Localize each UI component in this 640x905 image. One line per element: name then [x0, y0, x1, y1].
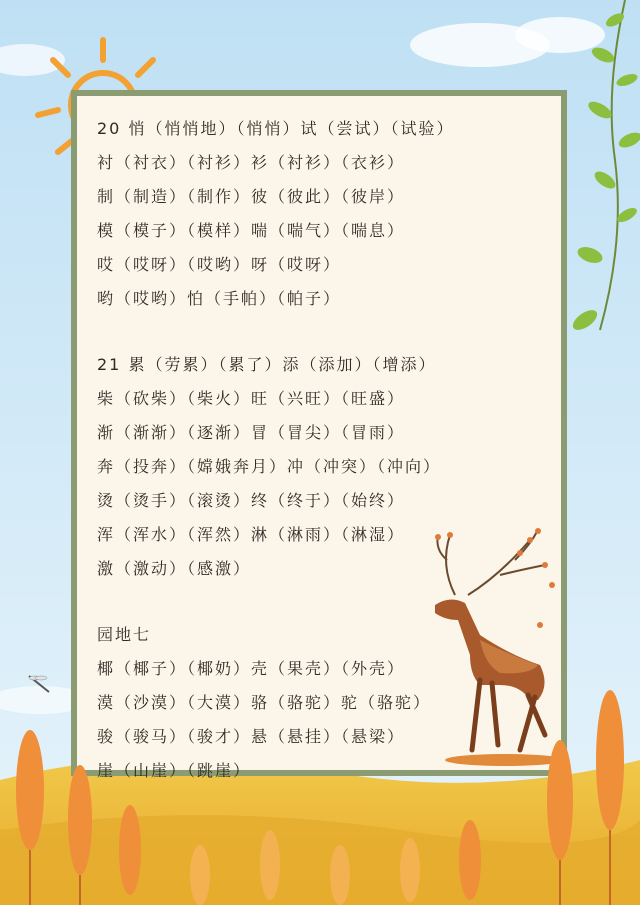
line-15: 漠（沙漠）（大漠）骆（骆驼）驼（骆驼） — [97, 693, 432, 712]
wheat-illustration — [0, 690, 640, 905]
line-7: 21 累（劳累）（累了）添（添加）（增添） — [97, 355, 437, 374]
line-6: 哟（哎哟）怕（手帕）（帕子） — [97, 289, 342, 308]
line-5: 哎（哎呀）（哎哟）呀（哎呀） — [97, 255, 342, 274]
line-12: 浑（浑水）（浑然）淋（淋雨）（淋湿） — [97, 525, 406, 544]
line-8: 柴（砍柴）（柴火）旺（兴旺）（旺盛） — [97, 389, 406, 408]
line-11: 烫（烫手）（滚烫）终（终于）（始终） — [97, 491, 406, 510]
line-13: 激（激动）（感激） — [97, 559, 252, 578]
dragonfly-icon — [25, 672, 55, 696]
line-9: 渐（渐渐）（逐渐）冒（冒尖）（冒雨） — [97, 423, 406, 442]
line-4: 模（模子）（模样）喘（喘气）（喘息） — [97, 221, 406, 240]
line-14: 椰（椰子）（椰奶）壳（果壳）（外壳） — [97, 659, 406, 678]
line-1: 20 悄（悄悄地）（悄悄）试（尝试）（试验） — [97, 119, 455, 138]
line-2: 衬（衬衣）（衬衫）衫（衬衫）（衣衫） — [97, 153, 406, 172]
line-10: 奔（投奔）（嫦娥奔月）冲（冲突）（冲向） — [97, 457, 442, 476]
spacer — [97, 319, 537, 351]
line-17: 崖（山崖）（跳崖） — [97, 761, 252, 780]
line-3: 制（制造）（制作）彼（彼此）（彼岸） — [97, 187, 406, 206]
section-title: 园地七 — [97, 625, 152, 644]
line-16: 骏（骏马）（骏才）悬（悬挂）（悬梁） — [97, 727, 406, 746]
